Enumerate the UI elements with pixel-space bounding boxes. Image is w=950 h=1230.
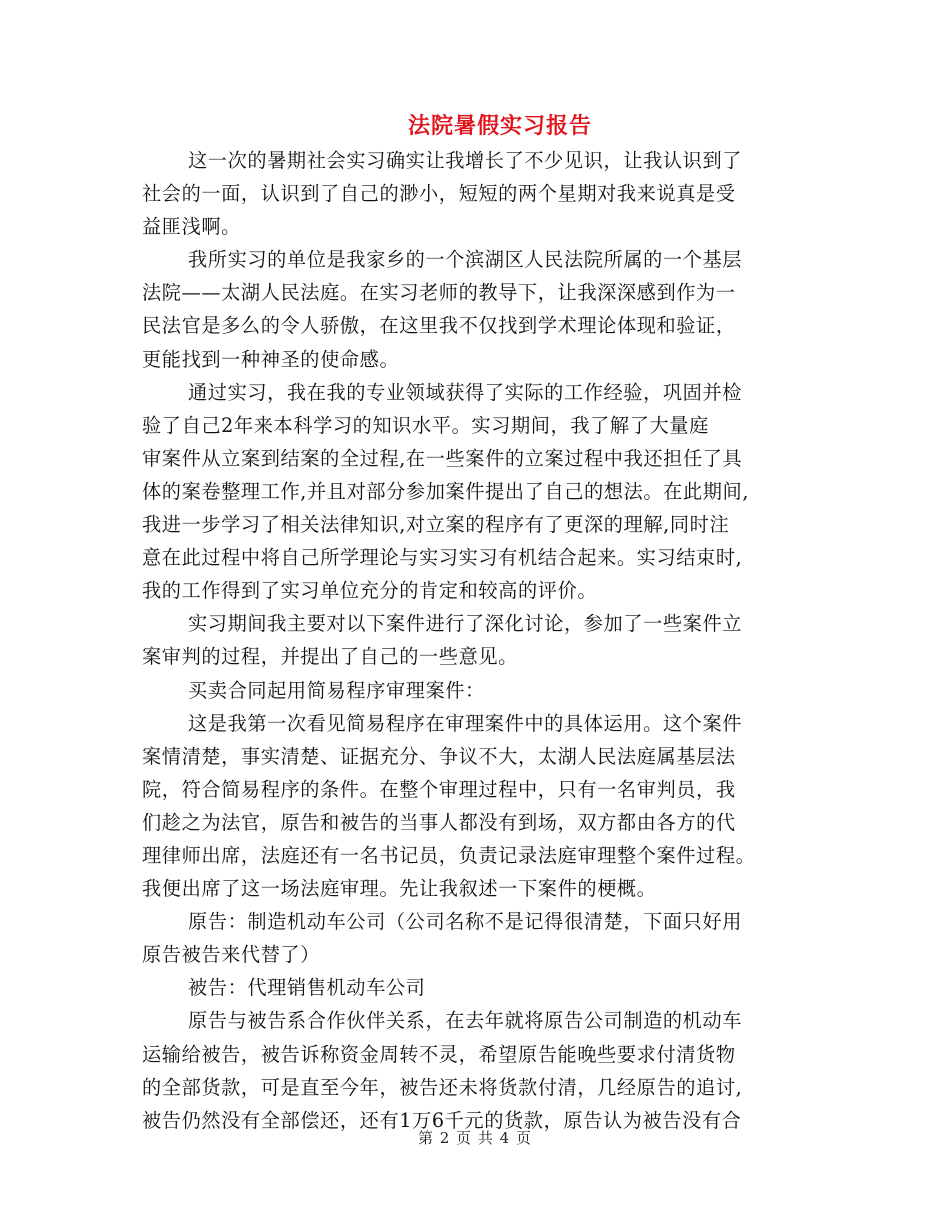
body-line: 的全部货款，可是直至今年，被告还未将货款付清，几经原告的追讨, xyxy=(142,1075,743,1099)
body-line: 院，符合简易程序的条件。在整个审理过程中，只有一名审判员，我 xyxy=(142,777,736,801)
body-line: 实习期间我主要对以下案件进行了深化讨论，参加了一些案件立 xyxy=(188,612,743,636)
body-line: 审案件从立案到结案的全过程,在一些案件的立案过程中我还担任了具 xyxy=(142,446,743,470)
body-line: 原告被告来代替了） xyxy=(142,943,321,967)
body-line: 我便出席了这一场法庭审理。先让我叙述一下案件的梗概。 xyxy=(142,877,657,901)
body-line: 我进一步学习了相关法律知识,对立案的程序有了更深的理解,同时注 xyxy=(142,513,730,537)
body-line: 体的案卷整理工作,并且对部分参加案件提出了自己的想法。在此期间, xyxy=(142,479,750,503)
body-line: 益匪浅啊。 xyxy=(142,215,241,239)
body-line: 我所实习的单位是我家乡的一个滨湖区人民法院所属的一个基层 xyxy=(188,248,743,272)
body-line: 原告：制造机动车公司（公司名称不是记得很清楚，下面只好用 xyxy=(188,910,743,934)
body-line: 这一次的暑期社会实习确实让我增长了不少见识，让我认识到了 xyxy=(188,149,743,172)
body-line: 案情清楚，事实清楚、证据充分、争议不大，太湖人民法庭属基层法 xyxy=(142,744,736,768)
body-line: 被告：代理销售机动车公司 xyxy=(188,976,426,1000)
body-line: 通过实习，我在我的专业领域获得了实际的工作经验，巩固并检 xyxy=(188,380,743,404)
body-line: 理律师出席，法庭还有一名书记员，负责记录法庭审理整个案件过程。 xyxy=(142,843,756,867)
body-line: 案审判的过程，并提出了自己的一些意见。 xyxy=(142,645,518,669)
body-line: 们趁之为法官，原告和被告的当事人都没有到场，双方都由各方的代 xyxy=(142,810,736,834)
body-line: 更能找到一种神圣的使命感。 xyxy=(142,347,400,371)
body-line: 民法官是多么的令人骄傲，在这里我不仅找到学术理论体现和验证， xyxy=(142,314,736,338)
body-line: 被告仍然没有全部偿还，还有1万6千元的货款，原告认为被告没有合 xyxy=(142,1108,742,1132)
body-line: 运输给被告，被告诉称资金周转不灵，希望原告能晚些要求付清货物 xyxy=(142,1042,736,1066)
body-line: 我的工作得到了实习单位充分的肯定和较高的评价。 xyxy=(142,579,598,603)
body-line: 买卖合同起用简易程序审理案件： xyxy=(188,678,485,702)
body-line: 验了自己2年来本科学习的知识水平。实习期间，我了解了大量庭 xyxy=(142,413,709,437)
page-footer: 第 2 页 共 4 页 xyxy=(418,1129,532,1147)
body-line: 法院——太湖人民法庭。在实习老师的教导下，让我深深感到作为一 xyxy=(142,281,736,305)
document-title: 法院暑假实习报告 xyxy=(407,113,592,139)
body-line: 这是我第一次看见简易程序在审理案件中的具体运用。这个案件 xyxy=(188,711,743,735)
body-line: 原告与被告系合作伙伴关系，在去年就将原告公司制造的机动车 xyxy=(188,1009,743,1033)
body-line: 意在此过程中将自己所学理论与实习实习有机结合起来。实习结束时, xyxy=(142,546,743,570)
document-body xyxy=(142,144,814,1137)
body-line: 社会的一面，认识到了自己的渺小，短短的两个星期对我来说真是受 xyxy=(142,182,736,206)
